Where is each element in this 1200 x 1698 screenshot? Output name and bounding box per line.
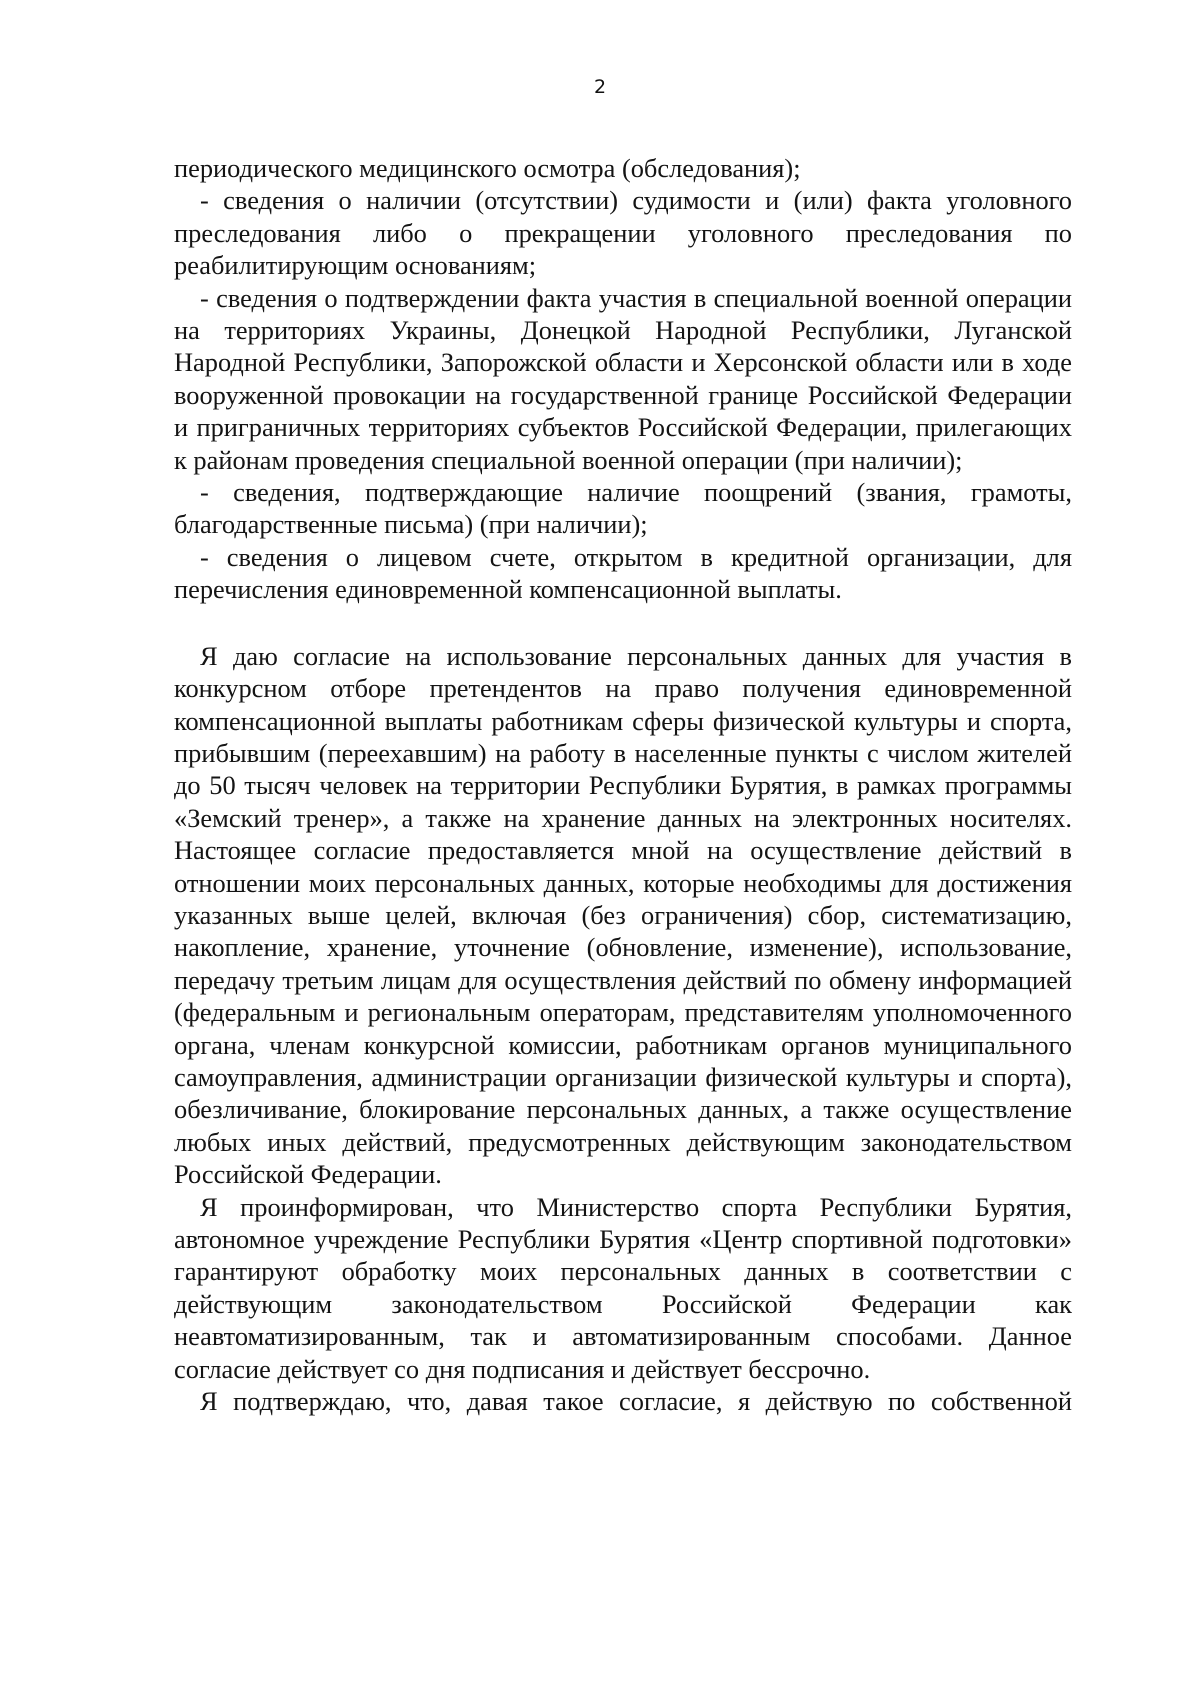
- paragraph-informed: Я проинформирован, что Министерство спорта Республики Бурятия, автономное учреждение Республики Бурятия «Центр спортивной подготовки» гарантируют обработку моих персональных данных в соответствии с действующим законодательством Российской Федерации как неавтоматизированным, так и автоматизированным способами. Данное согласие действует со дня подписания и действует бессрочно.: [174, 1191, 1072, 1384]
- paragraph-awards: - сведения, подтверждающие наличие поощрений (звания, грамоты, благодарственные письма) (при наличии);: [174, 477, 1072, 540]
- document-body: [174, 152, 1072, 1417]
- paragraph-consent: Я даю согласие на использование персональных данных для участия в конкурсном отборе претендентов на право получения единовременной компенсационной выплаты работникам сферы физической культуры и спорта, прибывшим (переехавшим) на работу в населенные пункты с числом жителей до 50 тысяч человек на территории Республики Бурятия, в рамках программы «Земский тренер», а также на хранение данных на электронных носителях. Настоящее согласие предоставляется мной на осуществление действий в отношении моих персональных данных, которые необходимы для достижения указанных выше целей, включая (без ограничения) сбор, систематизацию, накопление, хранение, уточнение (обновление, изменение), использование, передачу третьим лицам для осуществления действий по обмену информацией (федеральным и региональным операторам, представителям уполномоченного органа, членам конкурсной комиссии, работникам органов муниципального самоуправления, администрации организации физической культуры и спорта), обезличивание, блокирование персональных данных, а также осуществление любых иных действий, предусмотренных действующим законодательством Российской Федерации.: [174, 640, 1072, 1190]
- paragraph-medical-exam-continuation: периодического медицинского осмотра (обследования);: [174, 153, 801, 183]
- paragraph-criminal-record: - сведения о наличии (отсутствии) судимости и (или) факта уголовного преследования либо о прекращении уголовного преследования по реабилитирующим основаниям;: [174, 185, 1072, 281]
- paragraph-confirmation: Я подтверждаю, что, давая такое согласие, я действую по собственной: [200, 1386, 1072, 1417]
- paragraph-special-operation: - сведения о подтверждении факта участия в специальной военной операции на территориях Украины, Донецкой Народной Республики, Луганской Народной Республики, Запорожской области и Херсонской области или в ходе вооруженной провокации на государственной границе Российской Федерации и приграничных территориях субъектов Российской Федерации, прилегающих к районам проведения специальной военной операции (при наличии);: [174, 282, 1072, 475]
- page-number: 2: [593, 76, 607, 98]
- paragraph-bank-account: - сведения о лицевом счете, открытом в кредитной организации, для перечисления единовременной компенсационной выплаты.: [174, 541, 1072, 605]
